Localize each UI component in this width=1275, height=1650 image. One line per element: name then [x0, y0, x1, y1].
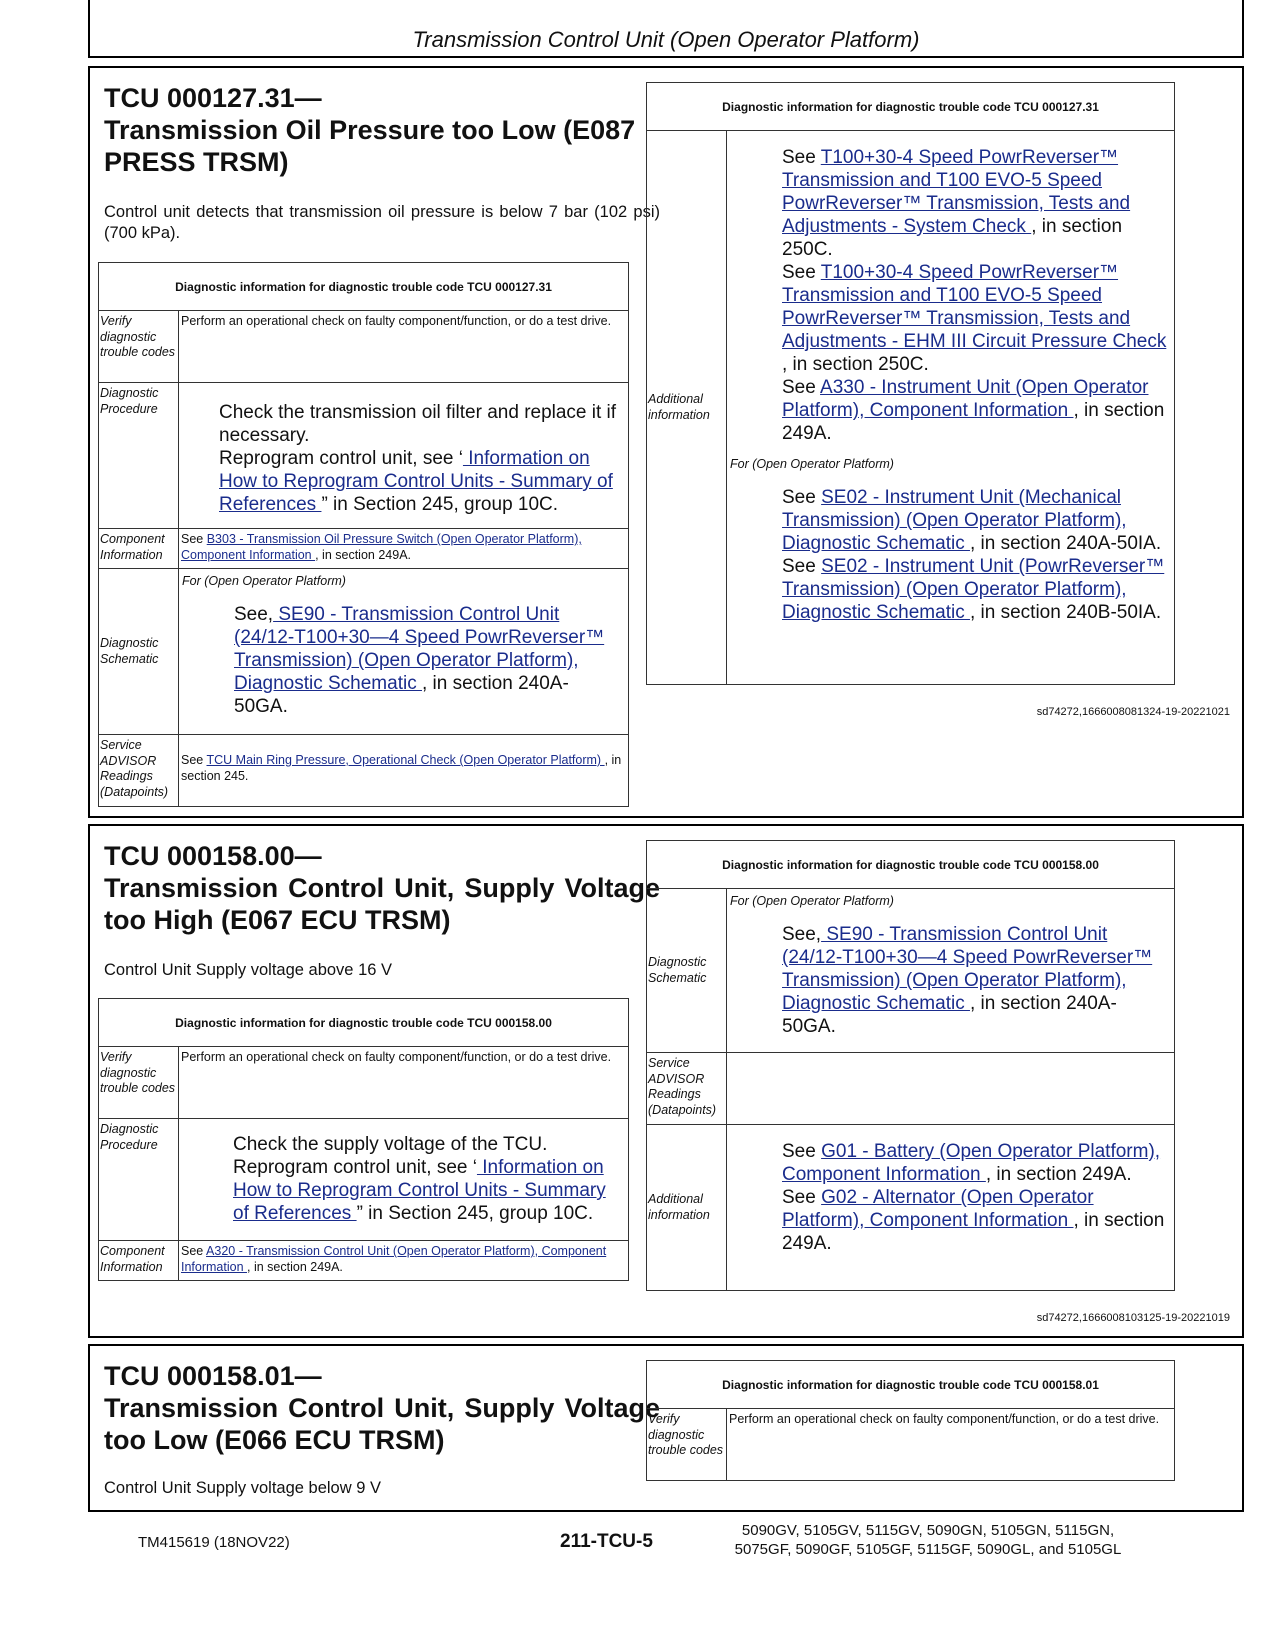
text: See: [782, 556, 822, 577]
text: , in section 249A.: [985, 1164, 1132, 1185]
row-label: Diagnostic Schematic: [99, 569, 179, 735]
row-label: Verify diagnostic trouble codes: [99, 1047, 179, 1119]
additional-cell: [727, 131, 1175, 685]
section-tcu-000158-00: [88, 824, 1244, 1338]
row-label: Diagnostic Procedure: [99, 383, 179, 529]
text: See,: [234, 604, 274, 625]
text: See,: [782, 924, 822, 945]
platform-note: For (Open Operator Platform): [730, 894, 894, 908]
section-title: [104, 1360, 660, 1456]
schematic-ref: [728, 909, 1173, 1048]
table-header: Diagnostic information for diagnostic trouble code TCU 000158.01: [647, 1361, 1175, 1409]
procedure-step: [233, 1156, 622, 1225]
reference-link[interactable]: A330 - Instrument Unit (Open Operator Platform), Component Information: [782, 377, 1149, 421]
text: See: [782, 1141, 822, 1162]
additional-refs: [728, 132, 1173, 445]
component-cell: [179, 1241, 629, 1281]
row-label: Verify diagnostic trouble codes: [99, 311, 179, 383]
diagnostic-table: [98, 262, 629, 807]
reference-item: [782, 486, 1167, 555]
reference-link[interactable]: T100+30-4 Speed PowrReverser™ Transmission and T100 EVO-5 Speed PowrReverser™ Transmission, Tests and Adjustments - EHM III Circuit Pressure Check: [782, 262, 1167, 352]
text: , in section 249A.: [782, 400, 1165, 444]
procedure-step: [219, 447, 622, 516]
reference-item: [782, 146, 1167, 261]
text: See: [782, 262, 821, 283]
schematic-link[interactable]: SE90 - Transmission Control Unit (24/12-T100+30—4 Speed PowrReverser™ Transmission) (Open Operator Platform), Diagnostic Schematic: [782, 924, 1153, 1014]
row-label: Additional information: [647, 131, 727, 685]
reference-link[interactable]: SE02 - Instrument Unit (Mechanical Transmission) (Open Operator Platform), Diagnostic Schematic: [782, 487, 1127, 554]
additional-refs: [728, 1126, 1173, 1255]
section-description: Control unit detects that transmission oil pressure is below 7 bar (102 psi) (700 kPa).: [104, 203, 660, 242]
row-label: Service ADVISOR Readings (Datapoints): [647, 1053, 727, 1125]
text: , in section 240A-50GA.: [234, 673, 569, 717]
text: See: [782, 1187, 822, 1208]
text: , in section 249A.: [782, 1210, 1165, 1254]
table-header: Diagnostic information for diagnostic trouble code TCU 000127.31: [99, 263, 629, 311]
text: , in section 245.: [181, 753, 622, 783]
section-code: TCU 000127.31—: [104, 83, 322, 113]
text: Reprogram control unit, see ‘: [219, 448, 463, 469]
text: See: [782, 377, 821, 398]
section-heading: Transmission Oil Pressure too Low (E087 PRESS TRSM): [104, 115, 636, 177]
diagnostic-table: [98, 998, 629, 1281]
row-label: Additional information: [647, 1125, 727, 1291]
reference-link[interactable]: G01 - Battery (Open Operator Platform), Component Information: [782, 1141, 1161, 1185]
document-reference: sd74272,1666008081324-19-20221021: [1036, 706, 1230, 718]
component-link[interactable]: A320 - Transmission Control Unit (Open Operator Platform), Component Information: [181, 1244, 607, 1274]
row-label: Diagnostic Procedure: [99, 1119, 179, 1241]
reference-item: [782, 376, 1167, 445]
footer-manual-id: TM415619 (18NOV22): [138, 1534, 290, 1551]
footer-models-line: 5075GF, 5090GF, 5105GF, 5115GF, 5090GL, and 5105GL: [734, 1541, 1122, 1558]
section-description: Control Unit Supply voltage below 9 V: [104, 1479, 381, 1497]
platform-note: For (Open Operator Platform): [730, 457, 894, 471]
text: , in section 249A.: [247, 1259, 343, 1274]
service-link[interactable]: TCU Main Ring Pressure, Operational Check (Open Operator Platform): [206, 753, 605, 767]
reference-link[interactable]: T100+30-4 Speed PowrReverser™ Transmission and T100 EVO-5 Speed PowrReverser™ Transmission, Tests and Adjustments - System Check: [782, 147, 1131, 237]
schematic-ref: [180, 589, 627, 728]
text: , in section 240A-50GA.: [782, 993, 1117, 1037]
footer-models: [718, 1521, 1138, 1559]
verify-text: Perform an operational check on faulty component/function, or do a test drive.: [727, 1409, 1175, 1481]
reference-item: [782, 261, 1167, 376]
schematic-link[interactable]: SE90 - Transmission Control Unit (24/12-T100+30—4 Speed PowrReverser™ Transmission) (Open Operator Platform), Diagnostic Schematic: [234, 604, 605, 694]
table-header: Diagnostic information for diagnostic trouble code TCU 000158.00: [99, 999, 629, 1047]
verify-text: Perform an operational check on faulty component/function, or do a test drive.: [179, 311, 629, 383]
diagnostic-table: [646, 82, 1175, 685]
verify-text: Perform an operational check on faulty component/function, or do a test drive.: [179, 1047, 629, 1119]
component-link[interactable]: B303 - Transmission Oil Pressure Switch (Open Operator Platform), Component Information: [181, 532, 582, 562]
platform-note: For (Open Operator Platform): [182, 574, 346, 588]
service-cell: [179, 735, 629, 807]
row-label: Service ADVISOR Readings (Datapoints): [99, 735, 179, 807]
text: ” in Section 245, group 10C.: [356, 1203, 594, 1224]
text: See: [782, 487, 822, 508]
document-reference: sd74272,1666008103125-19-20221019: [1036, 1312, 1230, 1324]
procedure-cell: [179, 1119, 629, 1241]
row-label: Component Information: [99, 529, 179, 569]
additional-cell: [727, 1125, 1175, 1291]
reference-link[interactable]: G02 - Alternator (Open Operator Platform), Component Information: [782, 1187, 1094, 1231]
section-title: [104, 840, 660, 936]
reference-item: [782, 1186, 1167, 1255]
section-title: [104, 82, 660, 178]
row-label: Component Information: [99, 1241, 179, 1281]
section-tcu-000158-01: [88, 1344, 1244, 1512]
text: See: [181, 532, 207, 546]
schematic-cell: [179, 569, 629, 735]
text: , in section 249A.: [315, 547, 412, 562]
section-tcu-000127-31: [88, 66, 1244, 818]
footer-models-line: 5090GV, 5105GV, 5115GV, 5090GN, 5105GN, 5115GN,: [741, 1522, 1115, 1539]
diagnostic-table: [646, 840, 1175, 1291]
reference-link[interactable]: SE02 - Instrument Unit (PowrReverser™ Transmission) (Open Operator Platform), Diagnostic Schematic: [782, 556, 1165, 623]
text: Reprogram control unit, see ‘: [233, 1157, 477, 1178]
procedure-cell: [179, 383, 629, 529]
section-heading: Transmission Control Unit, Supply Voltage too High (E067 ECU TRSM): [104, 873, 660, 935]
procedure-step: Check the transmission oil filter and replace it if necessary.: [219, 402, 617, 446]
reference-item: [782, 555, 1167, 624]
section-code: TCU 000158.01—: [104, 1361, 322, 1391]
page-header: [88, 0, 1244, 58]
schematic-cell: [727, 889, 1175, 1053]
footer-divider: [88, 1510, 1244, 1512]
diagnostic-table: [646, 1360, 1175, 1481]
service-cell: [727, 1053, 1175, 1125]
text: See: [782, 147, 821, 168]
section-code: TCU 000158.00—: [104, 841, 322, 871]
procedure-step: Check the supply voltage of the TCU.: [233, 1134, 548, 1155]
reprogram-link[interactable]: Information on How to Reprogram Control Units - Summary of References: [233, 1157, 606, 1224]
text: ” in Section 245, group 10C.: [321, 494, 559, 515]
component-cell: [179, 529, 629, 569]
text: See: [181, 1244, 207, 1258]
additional-refs: [728, 472, 1173, 624]
reference-item: [782, 1140, 1167, 1186]
text: , in section 250C.: [782, 216, 1123, 260]
row-label: Diagnostic Schematic: [647, 889, 727, 1053]
footer-page-number: 211-TCU-5: [560, 1531, 653, 1552]
table-header: Diagnostic information for diagnostic trouble code TCU 000158.00: [647, 841, 1175, 889]
text: See: [181, 753, 207, 767]
text: , in section 240B-50IA.: [969, 602, 1162, 623]
table-header: Diagnostic information for diagnostic trouble code TCU 000127.31: [647, 83, 1175, 131]
section-description: Control Unit Supply voltage above 16 V: [104, 961, 393, 979]
text: , in section 240A-50IA.: [969, 533, 1162, 554]
page-header-title: Transmission Control Unit (Open Operator Platform): [412, 27, 920, 52]
reprogram-link[interactable]: Information on How to Reprogram Control Units - Summary of References: [219, 448, 613, 515]
row-label: Verify diagnostic trouble codes: [647, 1409, 727, 1481]
text: , in section 250C.: [782, 354, 929, 375]
section-heading: Transmission Control Unit, Supply Voltage too Low (E066 ECU TRSM): [104, 1393, 660, 1455]
